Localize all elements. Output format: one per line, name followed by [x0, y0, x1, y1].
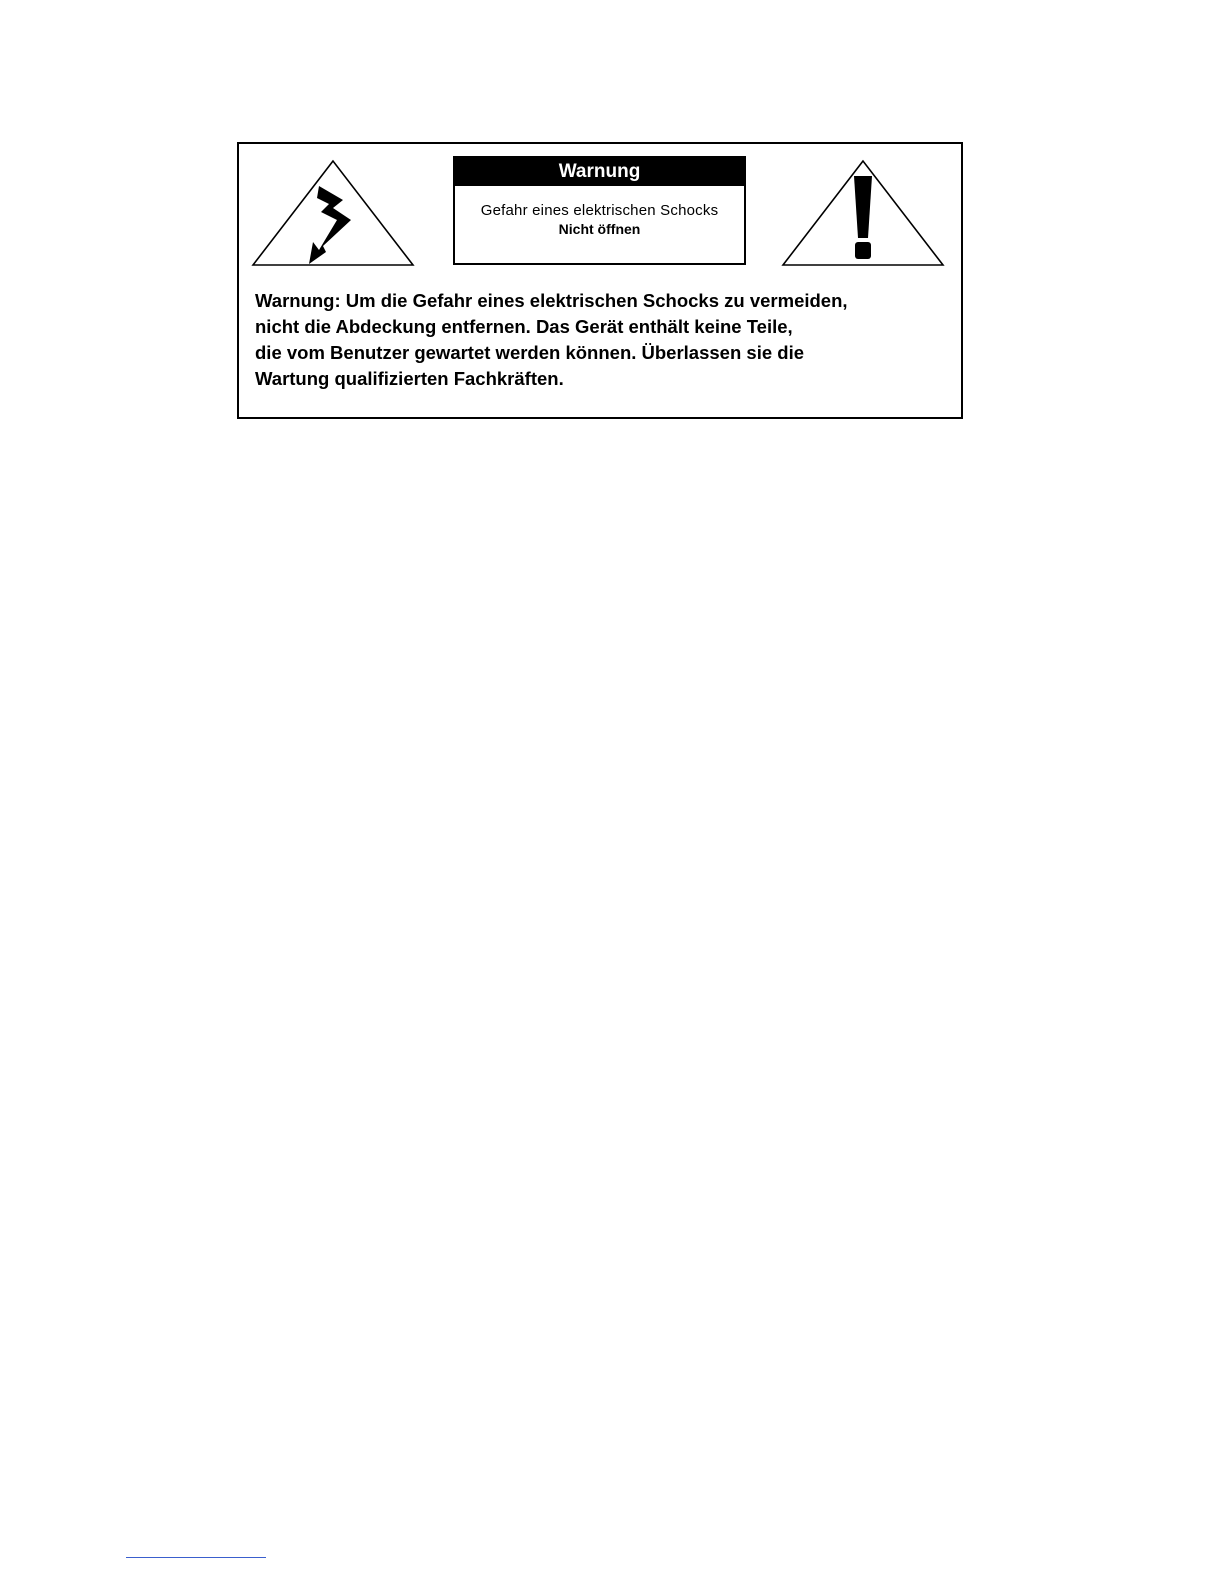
warning-text-line: die vom Benutzer gewartet werden können. Überlassen sie die [255, 342, 804, 363]
warning-text-line: Warnung: Um die Gefahr eines elektrischen Schocks zu vermeiden, [255, 290, 848, 311]
electric-shock-warning-icon [251, 158, 415, 268]
warning-panel [237, 142, 963, 419]
exclamation-warning-icon [781, 158, 945, 268]
warning-text [255, 288, 955, 392]
warning-label-header: Warnung [455, 158, 744, 186]
warning-label [453, 156, 746, 265]
warning-label-hazard: Gefahr eines elektrischen Schocks [480, 202, 719, 219]
warning-text-line: Wartung qualifizierten Fachkräften. [255, 368, 564, 389]
warning-text-line: nicht die Abdeckung entfernen. Das Gerät enthält keine Teile, [255, 316, 793, 337]
footnote-divider [126, 1557, 266, 1558]
warning-label-do-not-open: Nicht öffnen [558, 221, 641, 237]
